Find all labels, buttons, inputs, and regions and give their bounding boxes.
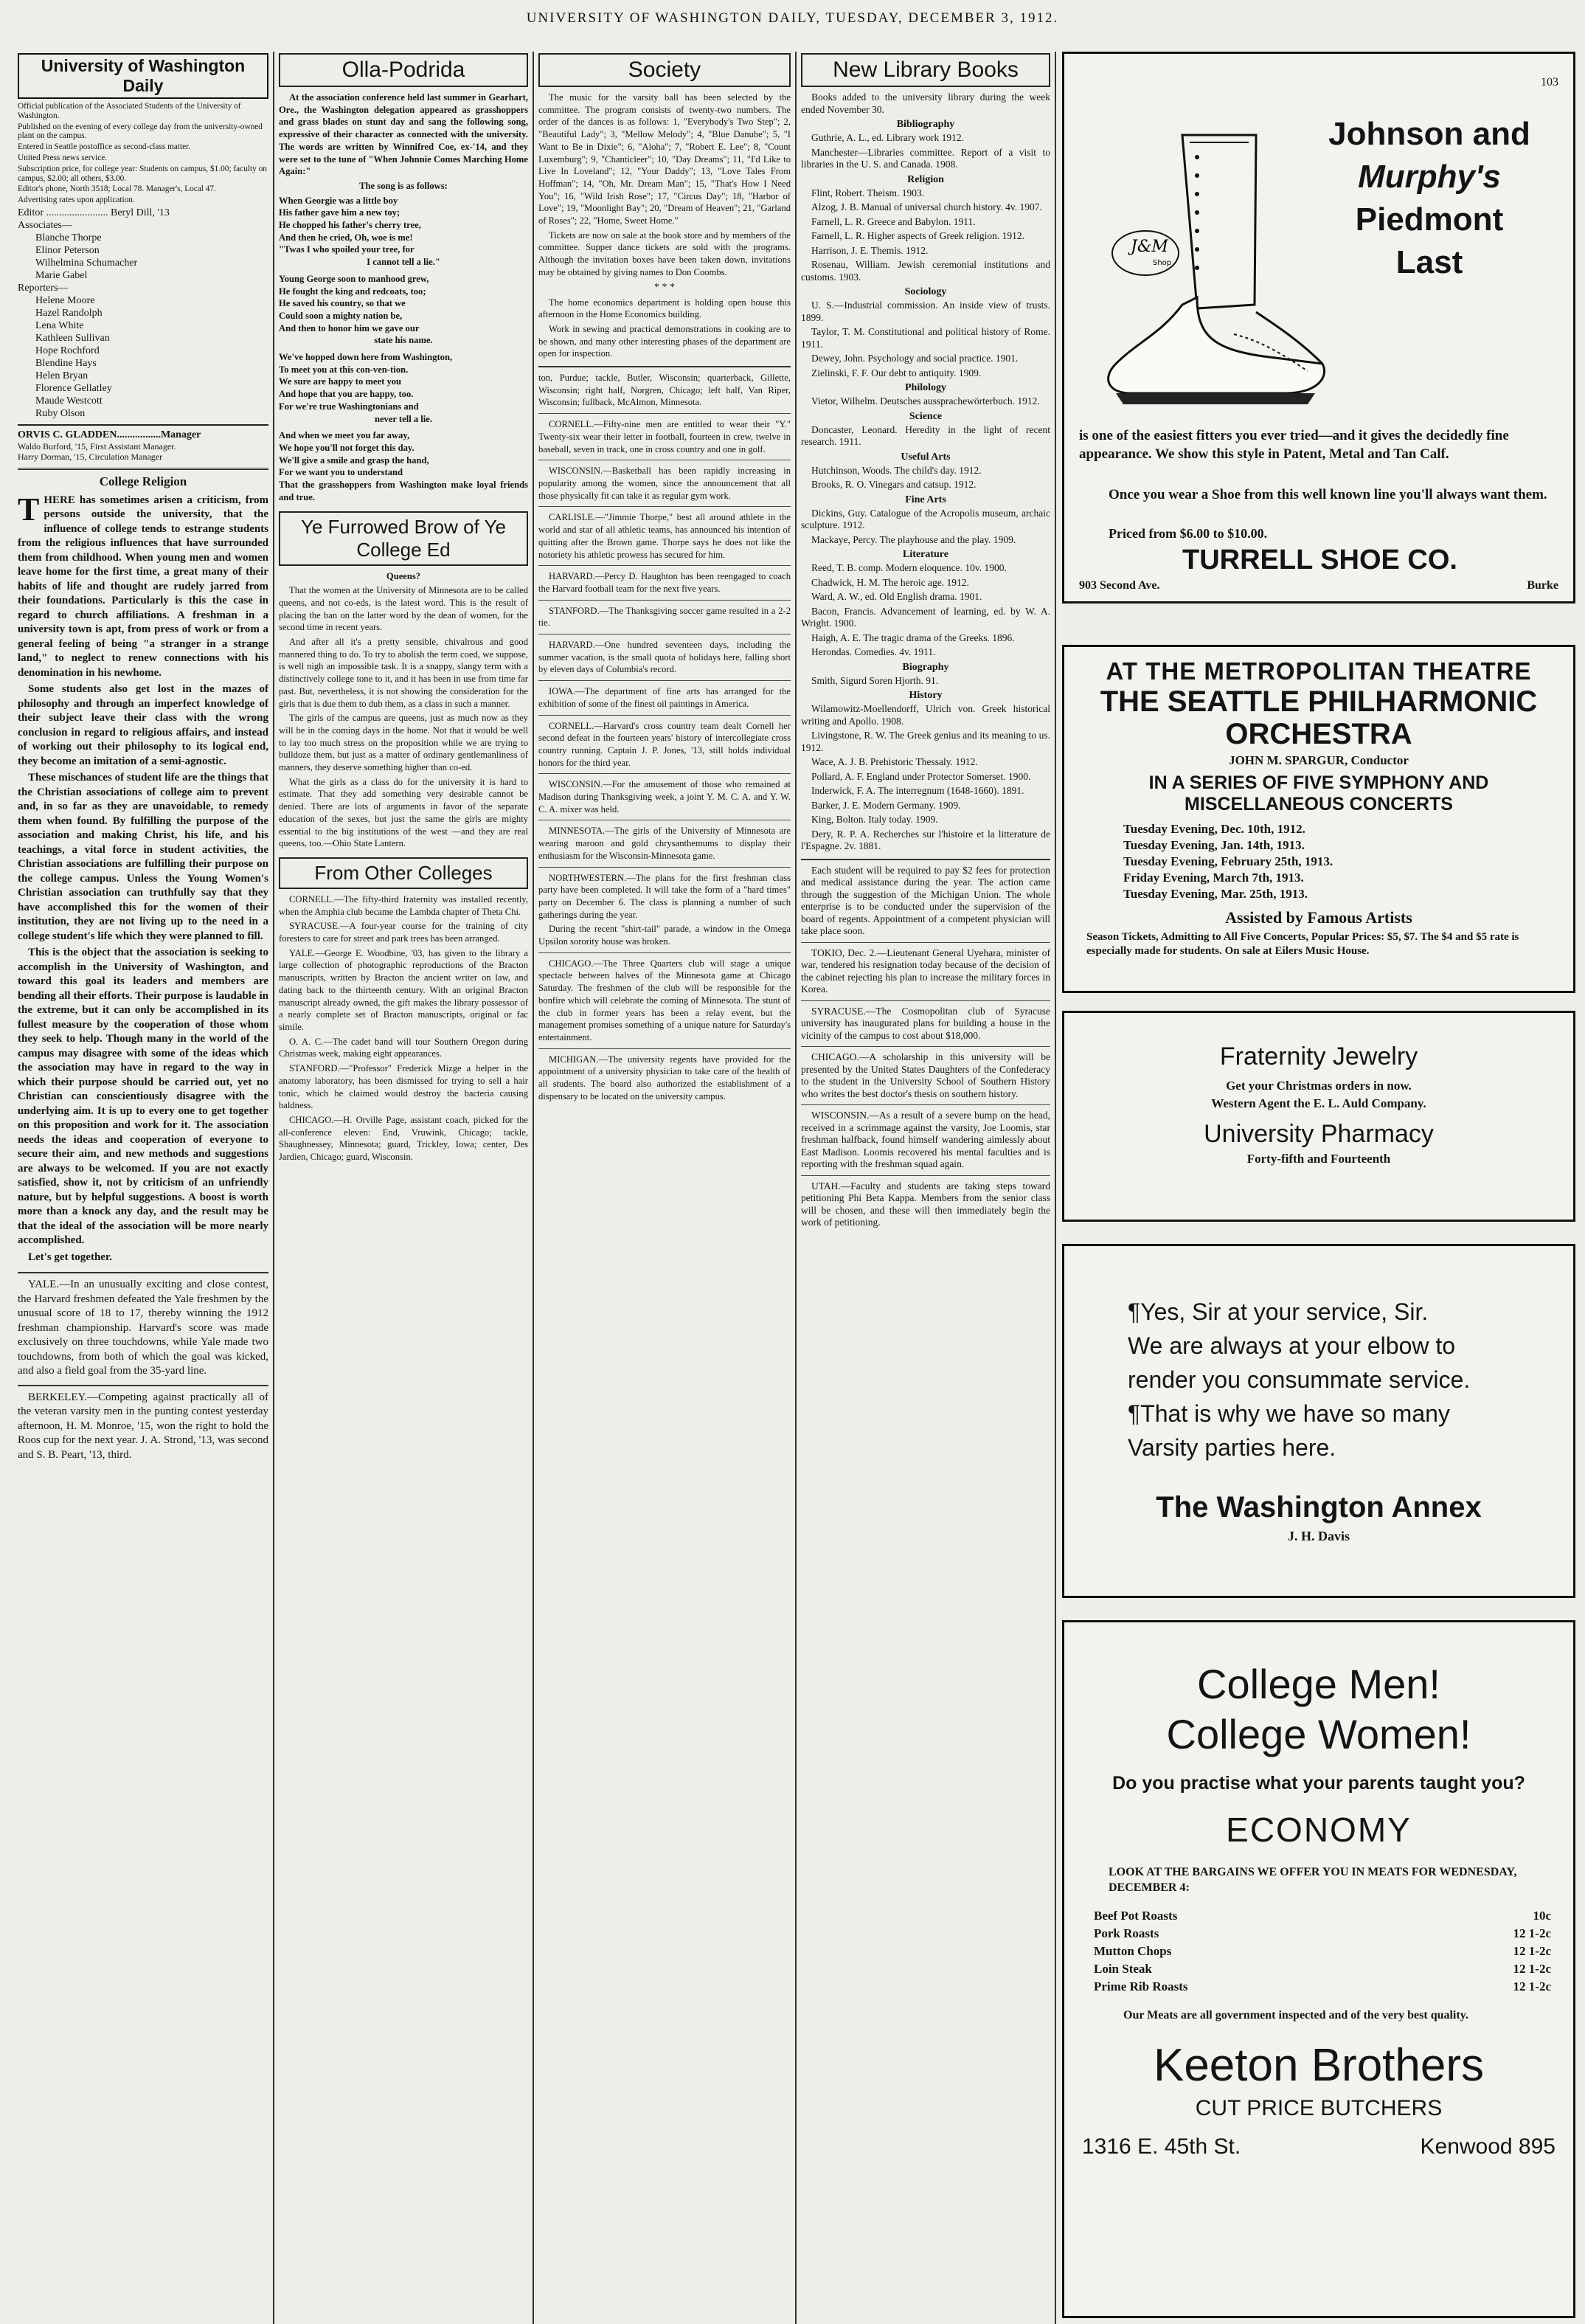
article-paragraph: Tickets are now on sale at the book store and by members of the committee. Supper dance tickets are sold with the programs. Although the invitation boxes have been taken down, invitations may be obtained by giving names to Don Coombs. — [538, 229, 791, 277]
annex-line: ¶That is why we have so many — [1128, 1400, 1450, 1427]
news-item: SYRACUSE.—A four-year course for the training of city foresters to care for street and park trees has been arranged. — [279, 921, 528, 944]
masthead-editor: Editor ........................ Beryl Dill, '13 — [18, 207, 170, 218]
verse-line: We've hopped down here from Washington, — [279, 352, 453, 363]
paragraph-mark-icon: ¶ — [1128, 1298, 1141, 1325]
keeton-store-name: Keeton Brothers — [1153, 2040, 1485, 2091]
library-entry: U. S.—Industrial commission. An inside view of trusts. 1899. — [801, 300, 1050, 323]
phil-date: Tuesday Evening, Jan. 14th, 1913. — [1123, 838, 1305, 852]
annex-owner: J. H. Davis — [1287, 1529, 1350, 1543]
verse-line: "Twas I who spoiled your tree, for — [279, 244, 415, 255]
column-4 — [801, 53, 1050, 1231]
library-section-title: Biography — [902, 661, 949, 673]
annex-store-name: The Washington Annex — [1156, 1491, 1482, 1524]
phil-dates — [1123, 821, 1573, 902]
keeton-headline: College Women! — [1166, 1711, 1471, 1757]
shoe-headline-line: Johnson and — [1328, 116, 1530, 152]
column-rule — [795, 52, 797, 2324]
keeton-bargains: LOOK AT THE BARGAINS WE OFFER YOU IN MEATS FOR WEDNESDAY, DECEMBER 4: — [1109, 1866, 1517, 1894]
library-section-title: Literature — [903, 549, 948, 560]
library-section — [801, 382, 1050, 408]
column-rule — [273, 52, 274, 2324]
price-row: Prime Rib Roasts 12 1-2c — [1094, 1979, 1551, 1993]
annex-ad — [1062, 1244, 1575, 1598]
associate-name: Blanche Thorpe — [35, 232, 102, 243]
column-rule — [533, 52, 534, 2324]
verse-line: He chopped his father's cherry tree, — [279, 220, 421, 231]
library-section — [801, 549, 1050, 659]
library-entry: Ward, A. W., ed. Old English drama. 1901. — [811, 591, 982, 602]
library-entry: Herondas. Comedies. 4v. 1911. — [811, 646, 936, 657]
news-item: YALE.—In an unusually exciting and close contest, the Harvard freshmen defeated the Yale freshmen by the unusual score of 18 to 17, thereby winning the 1912 freshman championship. Harvard's score was made exclusively on three touchdowns, while Yale made two touchdowns, from both of which the goal was kicked, and also a field goal from the 35-yard line. — [18, 1279, 268, 1377]
shoe-headline-line: Murphy's — [1358, 159, 1501, 195]
news-item: WISCONSIN.—Basketball has been rapidly increasing in popularity among the women, since the announcement that all those physically fit can take it as regular gym work. — [538, 466, 791, 501]
college-religion-title: College Religion — [99, 474, 187, 488]
article-paragraph: This is the object that the association is seeking to accomplish in the University of Washington, and toward this goal its leaders and members are bending all their efforts. Their purpose is laudable in the extreme, but it can only be accomplished in its fullest measure by the cooperation of those whom they seek to help. Though many in the world of the campus may disagree with some of the ideas which the association may have in regard to the way in which their purpose should be carried out, yet no Christian can conscientiously disagree with the underlying aim. It is up to every one to get together on this proposition and work for it. The association needs the ideas and cooperation of everyone to secure their aim, and new methods and suggestions are always to be welcomed. If you are not exactly satisfied, show it, not by criticism of an unfriendly nature, but by helpful suggestions. A boost is worth more than a knock any day, and the result may be that the ideal of the association will be more nearly accomplished. — [18, 947, 268, 1247]
reporter-name: Maude Westcott — [35, 395, 103, 407]
verse-line: For we want you to understand — [279, 467, 403, 478]
verse-line: His father gave him a new toy; — [279, 207, 400, 218]
verse-line: To meet you at this con-ven-tion. — [279, 364, 409, 375]
phil-date: Tuesday Evening, Dec. 10th, 1912. — [1123, 822, 1305, 836]
song-label: The song is as follows: — [359, 180, 448, 191]
verse-line: state his name. — [374, 335, 433, 346]
library-entry: Haigh, A. E. The tragic drama of the Greeks. 1896. — [811, 632, 1015, 643]
news-item: TOKIO, Dec. 2.—Lieutenant General Uyehara, minister of war, tendered his resignation today because of the decision of the cabinet rejecting his plan to increase the military forces in Korea. — [801, 947, 1050, 995]
verse-line: He fought the king and redcoats, too; — [279, 286, 426, 297]
article-paragraph: The girls of the campus are queens, just as much now as they will be in the coming days in the home. Not that it would be well to lay too much stress on the proposition while we are trying to bulldoze them, but just as a matter of ordinary gentlemanliness of manners, they deserve something higher than co-ed. — [279, 713, 528, 773]
library-section-title: Religion — [907, 173, 944, 185]
library-entry: Wace, A. J. B. Prehistoric Thessaly. 1912. — [811, 756, 978, 767]
annex-line: We are always at your elbow to — [1128, 1332, 1456, 1359]
shoe-label: Shop — [1153, 259, 1172, 267]
ad-corner-number: 103 — [1541, 76, 1558, 89]
library-section-title: Science — [909, 410, 943, 422]
column-1 — [18, 53, 268, 1464]
song-verse — [279, 351, 528, 425]
article-paragraph: That the women at the University of Minnesota are to be called queens, and not co-eds, is the latest word. This is the result of placing the ban on the latter word by the dean of women, for the second time in recent years. — [279, 585, 528, 633]
shoe-illustration-icon — [1086, 120, 1330, 415]
shoe-headline-line: Last — [1395, 244, 1463, 280]
news-item: UTAH.—Faculty and students are taking steps toward petitioning Phi Beta Kappa. Members from the senior class will be chosen, and these will then immediately begin the work of petitioning. — [801, 1180, 1050, 1228]
verse-line: When Georgie was a little boy — [279, 195, 398, 206]
keeton-note: Our Meats are all government inspected and of the very best quality. — [1123, 2009, 1468, 2022]
pharmacy-address: Forty-fifth and Fourteenth — [1246, 1152, 1391, 1166]
masthead-info-line: Official publication of the Associated Students of the University of Washington. — [18, 102, 241, 120]
keeton-price-list — [1094, 1907, 1551, 1996]
masthead-info-line: United Press news service. — [18, 153, 108, 162]
verse-line: And then to honor him we gave our — [279, 322, 420, 333]
associates-label: Associates— — [18, 219, 72, 231]
price-row: Mutton Chops 12 1-2c — [1094, 1944, 1551, 1958]
verse-line: And when we meet you far away, — [279, 430, 410, 441]
column-3 — [538, 53, 791, 1105]
phil-orchestra: ORCHESTRA — [1225, 718, 1412, 750]
article-paragraph: These mischances of student life are the things that the Christian associations of college aim to prevent and, in so far as they are unavoidable, to remedy them when found. By fulfilling the purpose of the association and making Christ, his life, and his teachings, a vital force in student activities, the Christian associations are fulfilling their purpose on the college campus. Unless the Young Women's Christian association can truthfully say that they have accomplished this for the women of their institution, they are not living up to the need in a college student's life which they were planned to fill. — [18, 772, 268, 942]
phil-date: Friday Evening, March 7th, 1913. — [1123, 871, 1304, 885]
column-2 — [279, 53, 528, 1166]
news-item: CARLISLE.—"Jimmie Thorpe," best all around athlete in the world and star of all athletic teams, has announced his intention of quitting after the Brown game. Thorpe says he does not like the notoriety his athletic prowess has secured for him. — [538, 512, 791, 560]
reporter-name: Kathleen Sullivan — [35, 332, 110, 344]
reporter-name: Florence Gellatley — [35, 382, 112, 394]
library-intro: Books added to the university library during the week ended November 30. — [801, 91, 1050, 115]
song-verse — [279, 195, 528, 269]
keeton-economy: ECONOMY — [1226, 1811, 1412, 1849]
associates-list — [18, 232, 268, 282]
jewelry-line: Western Agent the E. L. Auld Company. — [1211, 1096, 1426, 1110]
article-paragraph: The home economics department is holding open house this afternoon in the Home Economics building. — [538, 297, 791, 320]
price-row: Pork Roasts 12 1-2c — [1094, 1926, 1551, 1940]
phil-venue: AT THE METROPOLITAN THEATRE — [1106, 657, 1532, 685]
keeton-sub: CUT PRICE BUTCHERS — [1195, 2096, 1443, 2120]
column-rule — [1055, 52, 1056, 2324]
keeton-contact — [1082, 2134, 1555, 2159]
news-item: BERKELEY.—Competing against practically all of the veteran varsity men in the punting contest yesterday afternoon, H. M. Monroe, '15, won the right to hold the Roos cup for the next year. J. A. Strond, '13, was second and S. B. Peart, '13, third. — [18, 1391, 268, 1461]
library-entry: Rosenau, William. Jewish ceremonial institutions and customs. 1903. — [801, 259, 1050, 283]
shoe-ad-body2: Once you wear a Shoe from this well known line you'll always want them. — [1109, 487, 1547, 502]
news-item: ton, Purdue; tackle, Butler, Wisconsin; quarterback, Gillette, Wisconsin; right half, Norgren, Chicago; left half, Van Riper, Wisconsin; fullback, McAlmon, Minnesota. — [538, 373, 791, 408]
library-section — [801, 662, 1050, 688]
associate-name: Wilhelmina Schumacher — [35, 257, 138, 269]
masthead-manager: ORVIS C. GLADDEN.................Manager — [18, 429, 201, 440]
library-entry: Pollard, A. F. England under Protector Somerset. 1900. — [811, 770, 1031, 782]
verse-line: never tell a lie. — [374, 413, 433, 424]
associate-name: Marie Gabel — [35, 269, 88, 281]
reporter-name: Blendine Hays — [35, 357, 97, 369]
verse-line: We sure are happy to meet you — [279, 376, 402, 387]
reporters-label: Reporters— — [18, 282, 69, 294]
other-colleges-title: From Other Colleges — [279, 857, 528, 889]
verse-line: We'll give a smile and grasp the hand, — [279, 454, 429, 466]
keeton-ad — [1062, 1620, 1575, 2318]
library-entry: Bacon, Francis. Advancement of learning, ed. by W. A. Wright. 1900. — [801, 605, 1050, 629]
masthead-info-line: Published on the evening of every college day from the university-owned plant on the campus. — [18, 122, 263, 141]
library-entry: Harrison, J. E. Themis. 1912. — [811, 244, 929, 256]
price-row: Beef Pot Roasts 10c — [1094, 1909, 1551, 1923]
library-entry: Hutchinson, Woods. The child's day. 1912. — [811, 464, 982, 476]
society-title: Society — [538, 53, 791, 87]
pharmacy-name: University Pharmacy — [1204, 1120, 1434, 1148]
library-section-title: Fine Arts — [905, 494, 946, 505]
phil-assisted: Assisted by Famous Artists — [1225, 908, 1412, 927]
news-item: NORTHWESTERN.—The plans for the first freshman class party have been completed. It will take the form of a "hard times" party on December 6. The class is planning a number of such gatherings during the year. — [538, 872, 791, 920]
library-section-title: Useful Arts — [901, 451, 951, 463]
phil-date: Tuesday Evening, February 25th, 1913. — [1123, 854, 1333, 868]
library-entry: Taylor, T. M. Constitutional and political history of Rome. 1911. — [801, 326, 1050, 350]
news-item: O. A. C.—The cadet band will tour Southern Oregon during Christmas week, making eight appearances. — [279, 1036, 528, 1059]
news-item: CORNELL.—Fifty-nine men are entitled to wear their "Y." Twenty-six wear their letter in football, fourteen in crew, twelve in baseball, seven in track, one in cross country and one in golf. — [538, 419, 791, 454]
article-paragraph: What the girls as a class do for the university it is hard to estimate. That they add something very desirable cannot be denied. There are lots of arguments in favor of the separate education of the sexes, but just the same the girls are mighty essential to the big institutions of the west —and they are real queens, too.—Ohio State Lantern. — [279, 776, 528, 849]
verse-line: That the grasshoppers from Washington make loyal friends and true. — [279, 480, 528, 502]
library-entry: Manchester—Libraries committee. Report of a visit to libraries in the U. S. and Canada. 1908. — [801, 146, 1050, 170]
article-paragraph: The music for the varsity ball has been selected by the committee. The program consists of twenty-two numbers. The order of the dances is as follows: 1, "Everybody's Two Step"; 2, "Beautiful Lady"; 3, "Mellow Melody"; 4, "Blue Danube"; 5, "I Want to Be in Dixie"; 6, "Aloha"; 7, "Robert E. Lee"; 8, "Count Luxemburg"; 9, "Chanticleer"; 10, "Day Dreams"; 11, "I'd Like to Live In Loveland"; 12, "Your Daddy"; 13, "Love Tales From Hoffman"; 14, "Oh, Mr. Dream Man"; 15, "That's How I Need You"; 16, "Wild Irish Rose"; 17, "Circus Day"; 18, "Harbor of Love"; 19, "Moonlight Bay"; 20, "Dream of Heaven"; 21, "Garland of Roses"; 22, "Home, Sweet Home." — [538, 92, 791, 226]
masthead-info-line: Subscription price, for college year: Students on campus, $1.00; faculty on campus, $2.00; all others, $3.00. — [18, 164, 267, 183]
library-entry: Dery, R. P. A. Recherches sur l'histoire et la litterature de l'Espagne. 2v. 1881. — [801, 828, 1050, 851]
masthead-info-line: Advertising rates upon application. — [18, 196, 135, 205]
library-entry: Dewey, John. Psychology and social practice. 1901. — [811, 353, 1019, 364]
annex-line: Varsity parties here. — [1128, 1434, 1336, 1461]
library-section — [801, 494, 1050, 547]
staff-line: Waldo Burford, '15, First Assistant Manager. — [18, 440, 176, 452]
library-entry: Vietor, Wilhelm. Deutsches aussprachewörterbuch. 1912. — [811, 395, 1040, 407]
svg-text:J&M: J&M — [1131, 238, 1168, 256]
annex-line: ¶Yes, Sir at your service, Sir. — [1128, 1298, 1429, 1325]
shoe-ad-body: is one of the easiest fitters you ever tried—and it gives the decidedly fine appearance. We show this style in Patent, Metal and Tan Calf. — [1079, 428, 1509, 462]
news-item: HARVARD.—Percy D. Haughton has been reengaged to coach the Harvard football team for the next five years. — [538, 571, 791, 594]
keeton-headline: College Men! — [1197, 1661, 1440, 1707]
library-entry: Barker, J. E. Modern Germany. 1909. — [811, 799, 961, 811]
phil-conductor: JOHN M. SPARGUR, Conductor — [1229, 753, 1409, 767]
shoe-store-name: TURRELL SHOE CO. — [1182, 544, 1457, 575]
annex-line: render you consummate service. — [1128, 1366, 1471, 1393]
keeton-phone: Kenwood 895 — [1420, 2134, 1555, 2159]
library-section — [801, 411, 1050, 449]
song-verse — [279, 273, 528, 347]
library-entry: Doncaster, Leonard. Heredity in the light of recent research. 1911. — [801, 423, 1050, 447]
library-section-title: Philology — [904, 382, 946, 393]
phil-title: THE SEATTLE PHILHARMONIC — [1100, 685, 1538, 718]
news-item: CHICAGO.—The Three Quarters club will stage a unique spectacle between halves of the Minnesota game at Chicago Saturday. The freshmen of the club will be responsible for the bonfire which will celebrate the coming of Minnesota. The stunt of the club in former years has been a relay event, but the management promises something of a unique nature for Saturday's entertainment. — [538, 958, 791, 1042]
furrowed-sub: Queens? — [386, 570, 421, 581]
library-entry: Farnell, L. R. Greece and Babylon. 1911. — [811, 215, 976, 227]
staff-line: Harry Dorman, '15, Circulation Manager — [18, 451, 163, 462]
library-entry: Livingstone, R. W. The Greek genius and its meaning to us. 1912. — [801, 730, 1050, 753]
verse-line: And hope that you are happy, too. — [279, 389, 414, 400]
library-section — [801, 174, 1050, 284]
masthead-info-line: Editor's phone, North 3518; Local 78. Manager's, Local 47. — [18, 184, 216, 194]
library-section — [801, 690, 1050, 853]
library-section-title: Sociology — [904, 286, 947, 297]
news-item: STANFORD.—The Thanksgiving soccer game resulted in a 2-2 tie. — [538, 605, 791, 629]
library-entry: Inderwick, F. A. The interregnum (1648-1660). 1891. — [811, 785, 1024, 796]
masthead-title: University of Washington Daily — [18, 53, 268, 99]
masthead-info-line: Entered in Seattle postoffice as second-class matter. — [18, 142, 191, 152]
verse-line: And then he cried, Oh, woe is me! — [279, 232, 413, 243]
article-paragraph: Let's get together. — [28, 1251, 112, 1263]
news-item: WISCONSIN.—As a result of a severe bump on the head, received in a scrimmage against the varsity, Joe Loomis, star freshman halfback, found himself wandering aimlessly about East Madison. Loomis recovered his mental faculties and is reporting with the freshman squad again. — [801, 1110, 1050, 1169]
jewelry-title: Fraternity Jewelry — [1219, 1042, 1418, 1071]
news-item: YALE.—George E. Woodbine, '03, has given to the library a large collection of photographic reproductions of the Bracton manuscripts, written by Bracton the ancient writer on law, and dating back to the thirteenth century. With an original Bracton manuscript already owned, the gift makes the library possessor of a nearly complete set of Bracton manuscripts, original or fac simile. — [279, 947, 528, 1032]
news-item: MINNESOTA.—The girls of the University of Minnesota are wearing maroon and gold chrysanthemums to display their enthusiasm for the Wisconsin-Minnesota game. — [538, 826, 791, 861]
philharmonic-ad — [1062, 645, 1575, 993]
phil-tickets: Season Tickets, Admitting to All Five Concerts, Popular Prices: $5, $7. The $4 and $5 rate is especially made for students. On sale at Eilers Music House. — [1086, 931, 1519, 957]
reporter-name: Lena White — [35, 319, 84, 331]
library-entry: Mackaye, Percy. The playhouse and the play. 1909. — [811, 533, 1016, 545]
news-item: Each student will be required to pay $2 fees for protection and medical assistance during the year. The action came through the suggestion of the Michigan Union. The whole enterprise is to be conducted under the supervision of the board of regents. Appointment of a competent physician will take place soon. — [801, 864, 1050, 936]
reporter-name: Ruby Olson — [35, 407, 86, 419]
news-item: CORNELL.—Harvard's cross country team dealt Cornell her second defeat in the fourteen years' history of intercollegiate cross country running. Captain J. P. Jones, '13, still holds individual honors for the third year. — [538, 720, 791, 768]
drop-cap: T — [18, 491, 40, 528]
article-paragraph: Some students also get lost in the mazes of philosophy and through an imperfect knowledge of their subject leave their class with the wrong conclusion in regard to religious affairs, and instead of working out their philosophy to its logical end, they become an imitation of a semi-agnostic. — [18, 683, 268, 767]
news-item: STANFORD.—"Professor" Frederick Mizge a helper in the anatomy laboratory, has been dismissed for trying to sell a hair tonic, which he claimed would destroy the bacteria causing baldness. — [279, 1063, 528, 1111]
shoe-address: 903 Second Ave. — [1079, 579, 1160, 592]
jewelry-line: Get your Christmas orders in now. — [1226, 1079, 1412, 1093]
library-entry: Chadwick, H. M. The heroic age. 1912. — [811, 576, 969, 588]
reporters-list — [18, 294, 268, 420]
article-paragraph: Work in sewing and practical demonstrations in cooking are to be shown, and many other interesting phases of the department are open for inspection. — [538, 323, 791, 359]
library-entry: Wilamowitz-Moellendorff, Ulrich von. Greek historical writing and Apollo. 1908. — [801, 703, 1050, 727]
library-entry: Reed, T. B. comp. Modern eloquence. 10v. 1900. — [811, 562, 1007, 573]
reporter-name: Hazel Randolph — [35, 307, 103, 319]
shoe-ad — [1062, 52, 1575, 604]
library-entry: Flint, Robert. Theism. 1903. — [811, 187, 925, 198]
keeton-address: 1316 E. 45th St. — [1082, 2134, 1241, 2159]
annex-text — [1128, 1295, 1573, 1464]
olla-podrida-title: Olla-Podrida — [279, 53, 528, 87]
phil-date: Tuesday Evening, Mar. 25th, 1913. — [1123, 887, 1308, 901]
song-verse — [279, 429, 528, 503]
verse-line: Young George soon to manhood grew, — [279, 273, 429, 284]
verse-line: For we're true Washingtonians and — [279, 401, 419, 412]
article-paragraph: HERE has sometimes arisen a criticism, from persons outside the university, that the influence of college tends to estrange students from the religious influences that have surrounded them from childhood. When young men and women leave home for the first time, a great many of their habits of life and thought are rudely jarred from their foundations. Particularly is this the case in regard to church affiliations. A freshman in a university town is apt, from press of work or from a general feeling of being "a stranger in a strange land," to neglect to renew connections with his denomination in his newhome. — [18, 494, 268, 679]
shoe-headline — [1308, 113, 1551, 284]
separator: * * * — [654, 281, 675, 293]
library-entry: Brooks, R. O. Vinegars and catsup. 1912. — [811, 479, 977, 490]
page-headline: UNIVERSITY OF WASHINGTON DAILY, TUESDAY, DECEMBER 3, 1912. — [526, 10, 1059, 26]
shoe-headline-line: Piedmont — [1355, 201, 1504, 238]
library-section-title: History — [909, 690, 943, 701]
news-item: SYRACUSE.—The Cosmopolitan club of Syracuse university has inaugurated plans for building a house in the vicinity of the campus to cost about $18,000. — [801, 1005, 1050, 1041]
verse-line: He saved his country, so that we — [279, 298, 406, 309]
college-religion-article — [18, 491, 268, 681]
library-entry: King, Bolton. Italy today. 1909. — [811, 814, 938, 825]
reporter-name: Helene Moore — [35, 294, 95, 306]
phil-series: IN A SERIES OF FIVE SYMPHONY AND — [1148, 772, 1489, 793]
news-item: CHICAGO.—A scholarship in this university will be presented by the United States Daughters of the Confederacy to the student in the University School of Southern History who writes the best doctor's thesis on southern history. — [801, 1051, 1050, 1099]
library-section — [801, 119, 1050, 171]
keeton-question: Do you practise what your parents taught you? — [1112, 1773, 1525, 1794]
furrowed-brow-title: Ye Furrowed Brow of Ye College Ed — [279, 511, 528, 566]
jewelry-ad — [1062, 1011, 1575, 1222]
library-entry: Dickins, Guy. Catalogue of the Acropolis museum, archaic sculpture. 1912. — [801, 507, 1050, 530]
library-entry: Zielinski, F. F. Our debt to antiquity. 1909. — [811, 367, 982, 378]
library-section — [801, 452, 1050, 491]
verse-line: I cannot tell a lie." — [367, 257, 440, 268]
price-row: Loin Steak 12 1-2c — [1094, 1962, 1551, 1976]
library-entry: Farnell, L. R. Higher aspects of Greek religion. 1912. — [811, 230, 1025, 241]
library-title: New Library Books — [801, 53, 1050, 87]
news-item: CHICAGO.—H. Orville Page, assistant coach, picked for the all-conference eleven: End, Vruwink, Chicago; tackle, Shaughnessey, Minnesota; guard, Trickley, Iowa; center, Des Jardien, Chicago; guard, Wisconsin. — [279, 1114, 528, 1163]
reporter-name: Helen Bryan — [35, 370, 89, 381]
news-item: During the recent "shirt-tail" parade, a window in the Omega Upsilon sorority house was broken. — [538, 924, 791, 947]
library-section — [801, 286, 1050, 379]
library-entry: Alzog, J. B. Manual of universal church history. 4v. 1907. — [811, 201, 1042, 212]
olla-intro: At the association conference held last summer in Gearhart, Ore., the Washington delegation appeared as grasshoppers and grass blades on stunt day and sang the following song, expressive of their character as connected with the university. The words are written by Winnifred Coe, ex-'14, and they were set to the tune of "When Johnnie Comes Marching Home Again:" — [279, 92, 528, 177]
news-item: WISCONSIN.—For the amusement of those who remained at Madison during Thanksgiving week, a joint Y. M. C. A. and Y. W. C. A. mixer was held. — [538, 779, 791, 815]
news-item: CORNELL.—The fifty-third fraternity was installed recently, when the Amphia club became the Lambda chapter of Theta Chi. — [279, 893, 528, 917]
library-entry: Smith, Sigurd Soren Hjorth. 91. — [811, 674, 939, 686]
masthead-info — [18, 102, 268, 205]
library-entry: Guthrie, A. L., ed. Library work 1912. — [811, 132, 964, 143]
verse-line: We hope you'll not forget this day. — [279, 442, 415, 453]
article-paragraph: And after all it's a pretty sensible, chivalrous and good mannered thing to do. To try to abolish the term coed, we suppose, is well nigh an impossible task. It is a snappy, slangy term with a distinctively college tone to it, and it has been in use from time far past. But, nevertheless, it is not showing the consideration for the girls that is due them to dub them, as a class in such a manner. — [279, 637, 528, 709]
news-item: MICHIGAN.—The university regents have provided for the appointment of a university physician to take care of the health of all students. The board also authorized the establishment of a dispensary to be located on the university campus. — [538, 1054, 791, 1102]
news-item: HARVARD.—One hundred seventeen days, including the summer vacation, is the small quota of holidays here, falling short by eleven days of Columbia's record. — [538, 640, 791, 675]
phil-series2: MISCELLANEOUS CONCERTS — [1185, 794, 1453, 815]
library-section-title: Bibliography — [896, 119, 955, 130]
paragraph-mark-icon: ¶ — [1128, 1400, 1141, 1427]
verse-line: Could soon a mighty nation be, — [279, 310, 403, 321]
shoe-price: Priced from $6.00 to $10.00. — [1109, 526, 1268, 541]
shoe-address2: Burke — [1527, 579, 1558, 592]
associate-name: Elinor Peterson — [35, 244, 100, 256]
news-item: IOWA.—The department of fine arts has arranged for the exhibition of some of the finest oil paintings in America. — [538, 686, 791, 709]
reporter-name: Hope Rochford — [35, 345, 100, 356]
